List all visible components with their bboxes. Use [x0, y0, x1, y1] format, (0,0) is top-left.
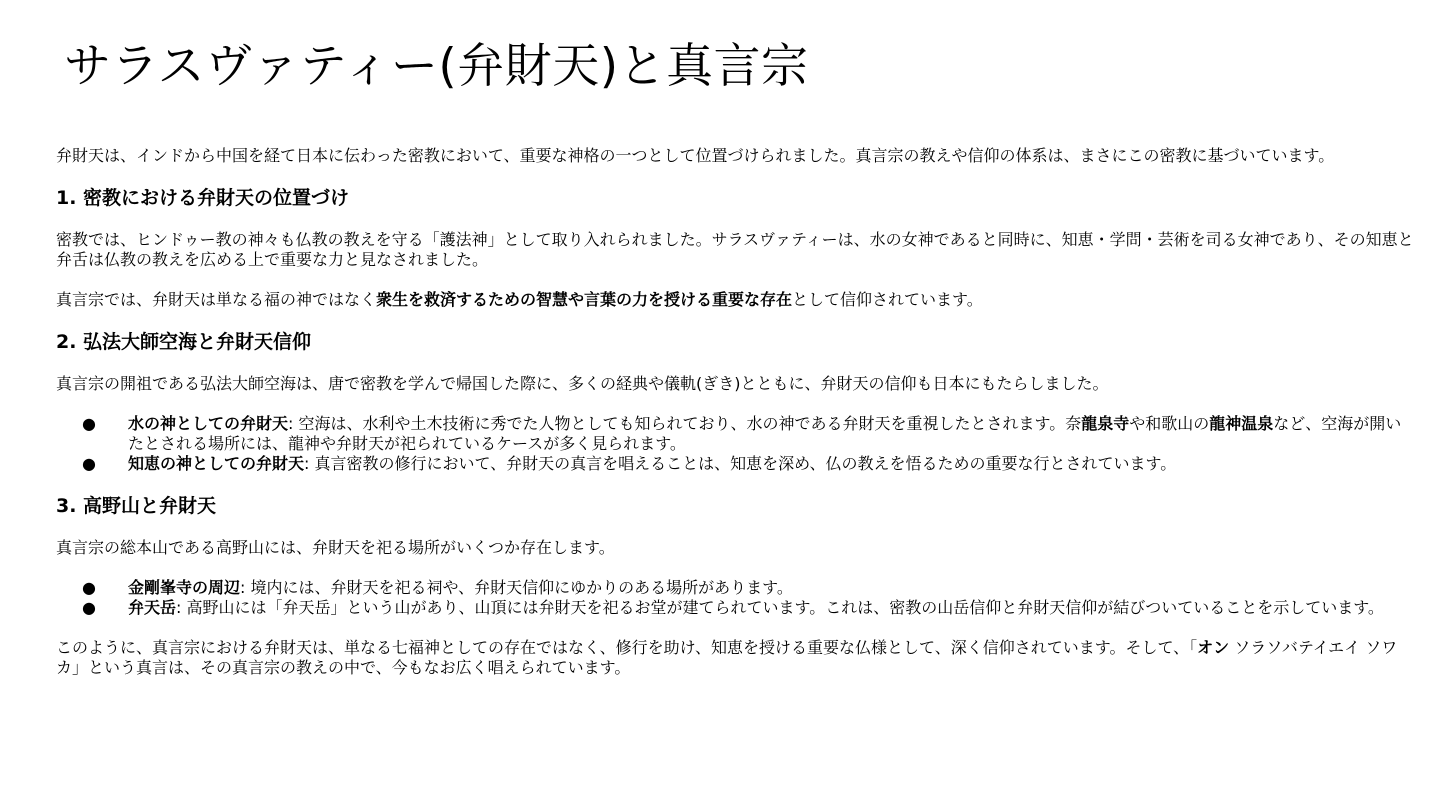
text-run: として信仰されています。: [792, 290, 983, 309]
bullet-icon: ●: [82, 414, 96, 433]
text-run: : 高野山には「弁天岳」という山があり、山頂には弁財天を祀るお堂が建てられています。これは、密教の山岳信仰と弁財天信仰が結びついていることを示しています。: [176, 598, 1384, 617]
emphasis-text: 龍神温泉: [1209, 414, 1274, 433]
section-1-heading: 1. 密教における弁財天の位置づけ: [56, 187, 350, 209]
text-run: : 空海は、水利や土木技術に秀でた人物としても知られており、水の神である弁財天を重視したとされます。奈: [288, 414, 1082, 433]
text-run: や和歌山の: [1129, 414, 1210, 433]
text-run: このように、真言宗における弁財天は、単なる七福神としての存在ではなく、修行を助け、知恵を授ける重要な仏様として、深く信仰されています。そして、「: [56, 638, 1198, 657]
text-run: など、空海が開いたとされる場所には、龍神や弁財天が祀られているケースが多く見られます。: [128, 414, 1402, 453]
emphasis-text: 衆生を救済するための智慧や言葉の力を授ける重要な存在: [376, 290, 793, 309]
section-2-paragraph: 真言宗の開祖である弘法大師空海は、唐で密教を学んで帰国した際に、多くの経典や儀軌(ぎき)とともに、弁財天の信仰も日本にもたらしました。: [56, 374, 1109, 393]
intro-paragraph: 弁財天は、インドから中国を経て日本に伝わった密教において、重要な神格の一つとして位置づけられました。真言宗の教えや信仰の体系は、まさにこの密教に基づいています。: [56, 146, 1335, 165]
text-run: 真言宗では、弁財天は単なる福の神ではなく: [56, 290, 377, 309]
bullet-icon: ●: [82, 598, 96, 617]
text-run: ソラソバテイエイ ソワカ」という真言は、その真言宗の教えの中で、今もなお広く唱えられています。: [56, 638, 1398, 677]
section-1-paragraph-2: [56, 290, 1420, 310]
section-1-paragraph-1: 密教では、ヒンドゥー教の神々も仏教の教えを守る「護法神」として取り入れられました。サラスヴァティーは、水の女神であると同時に、知恵・学問・芸術を司る女神であり、その知恵と弁舌は仏教の教えを広める上で重要な力と見なされました。: [56, 230, 1414, 269]
list-item-term: 金剛峯寺の周辺: [128, 578, 241, 597]
section-2-heading: 2. 弘法大師空海と弁財天信仰: [56, 331, 312, 353]
list-item: [56, 414, 1416, 454]
text-run: : 境内には、弁財天を祀る祠や、弁財天信仰にゆかりのある場所があります。: [240, 578, 793, 597]
section-3-paragraph: 真言宗の総本山である高野山には、弁財天を祀る場所がいくつか存在します。: [56, 538, 615, 557]
section-2-list: [56, 414, 1420, 474]
list-item: [56, 578, 1416, 598]
document-body: [56, 146, 1420, 678]
bullet-icon: ●: [82, 454, 96, 473]
emphasis-text: オン: [1197, 638, 1230, 657]
page-title: サラスヴァティー(弁財天)と真言宗: [64, 39, 809, 94]
emphasis-text: 龍泉寺: [1081, 414, 1130, 433]
section-3-list: [56, 578, 1420, 618]
list-item: [56, 454, 1416, 474]
list-item-term: 弁天岳: [128, 598, 177, 617]
text-run: : 真言密教の修行において、弁財天の真言を唱えることは、知恵を深め、仏の教えを悟るための重要な行とされています。: [304, 454, 1177, 473]
section-3-heading: 3. 高野山と弁財天: [56, 495, 217, 517]
list-item: [56, 598, 1416, 618]
list-item-term: 知恵の神としての弁財天: [128, 454, 305, 473]
bullet-icon: ●: [82, 578, 96, 597]
closing-paragraph: [56, 638, 1420, 678]
list-item-term: 水の神としての弁財天: [128, 414, 289, 433]
